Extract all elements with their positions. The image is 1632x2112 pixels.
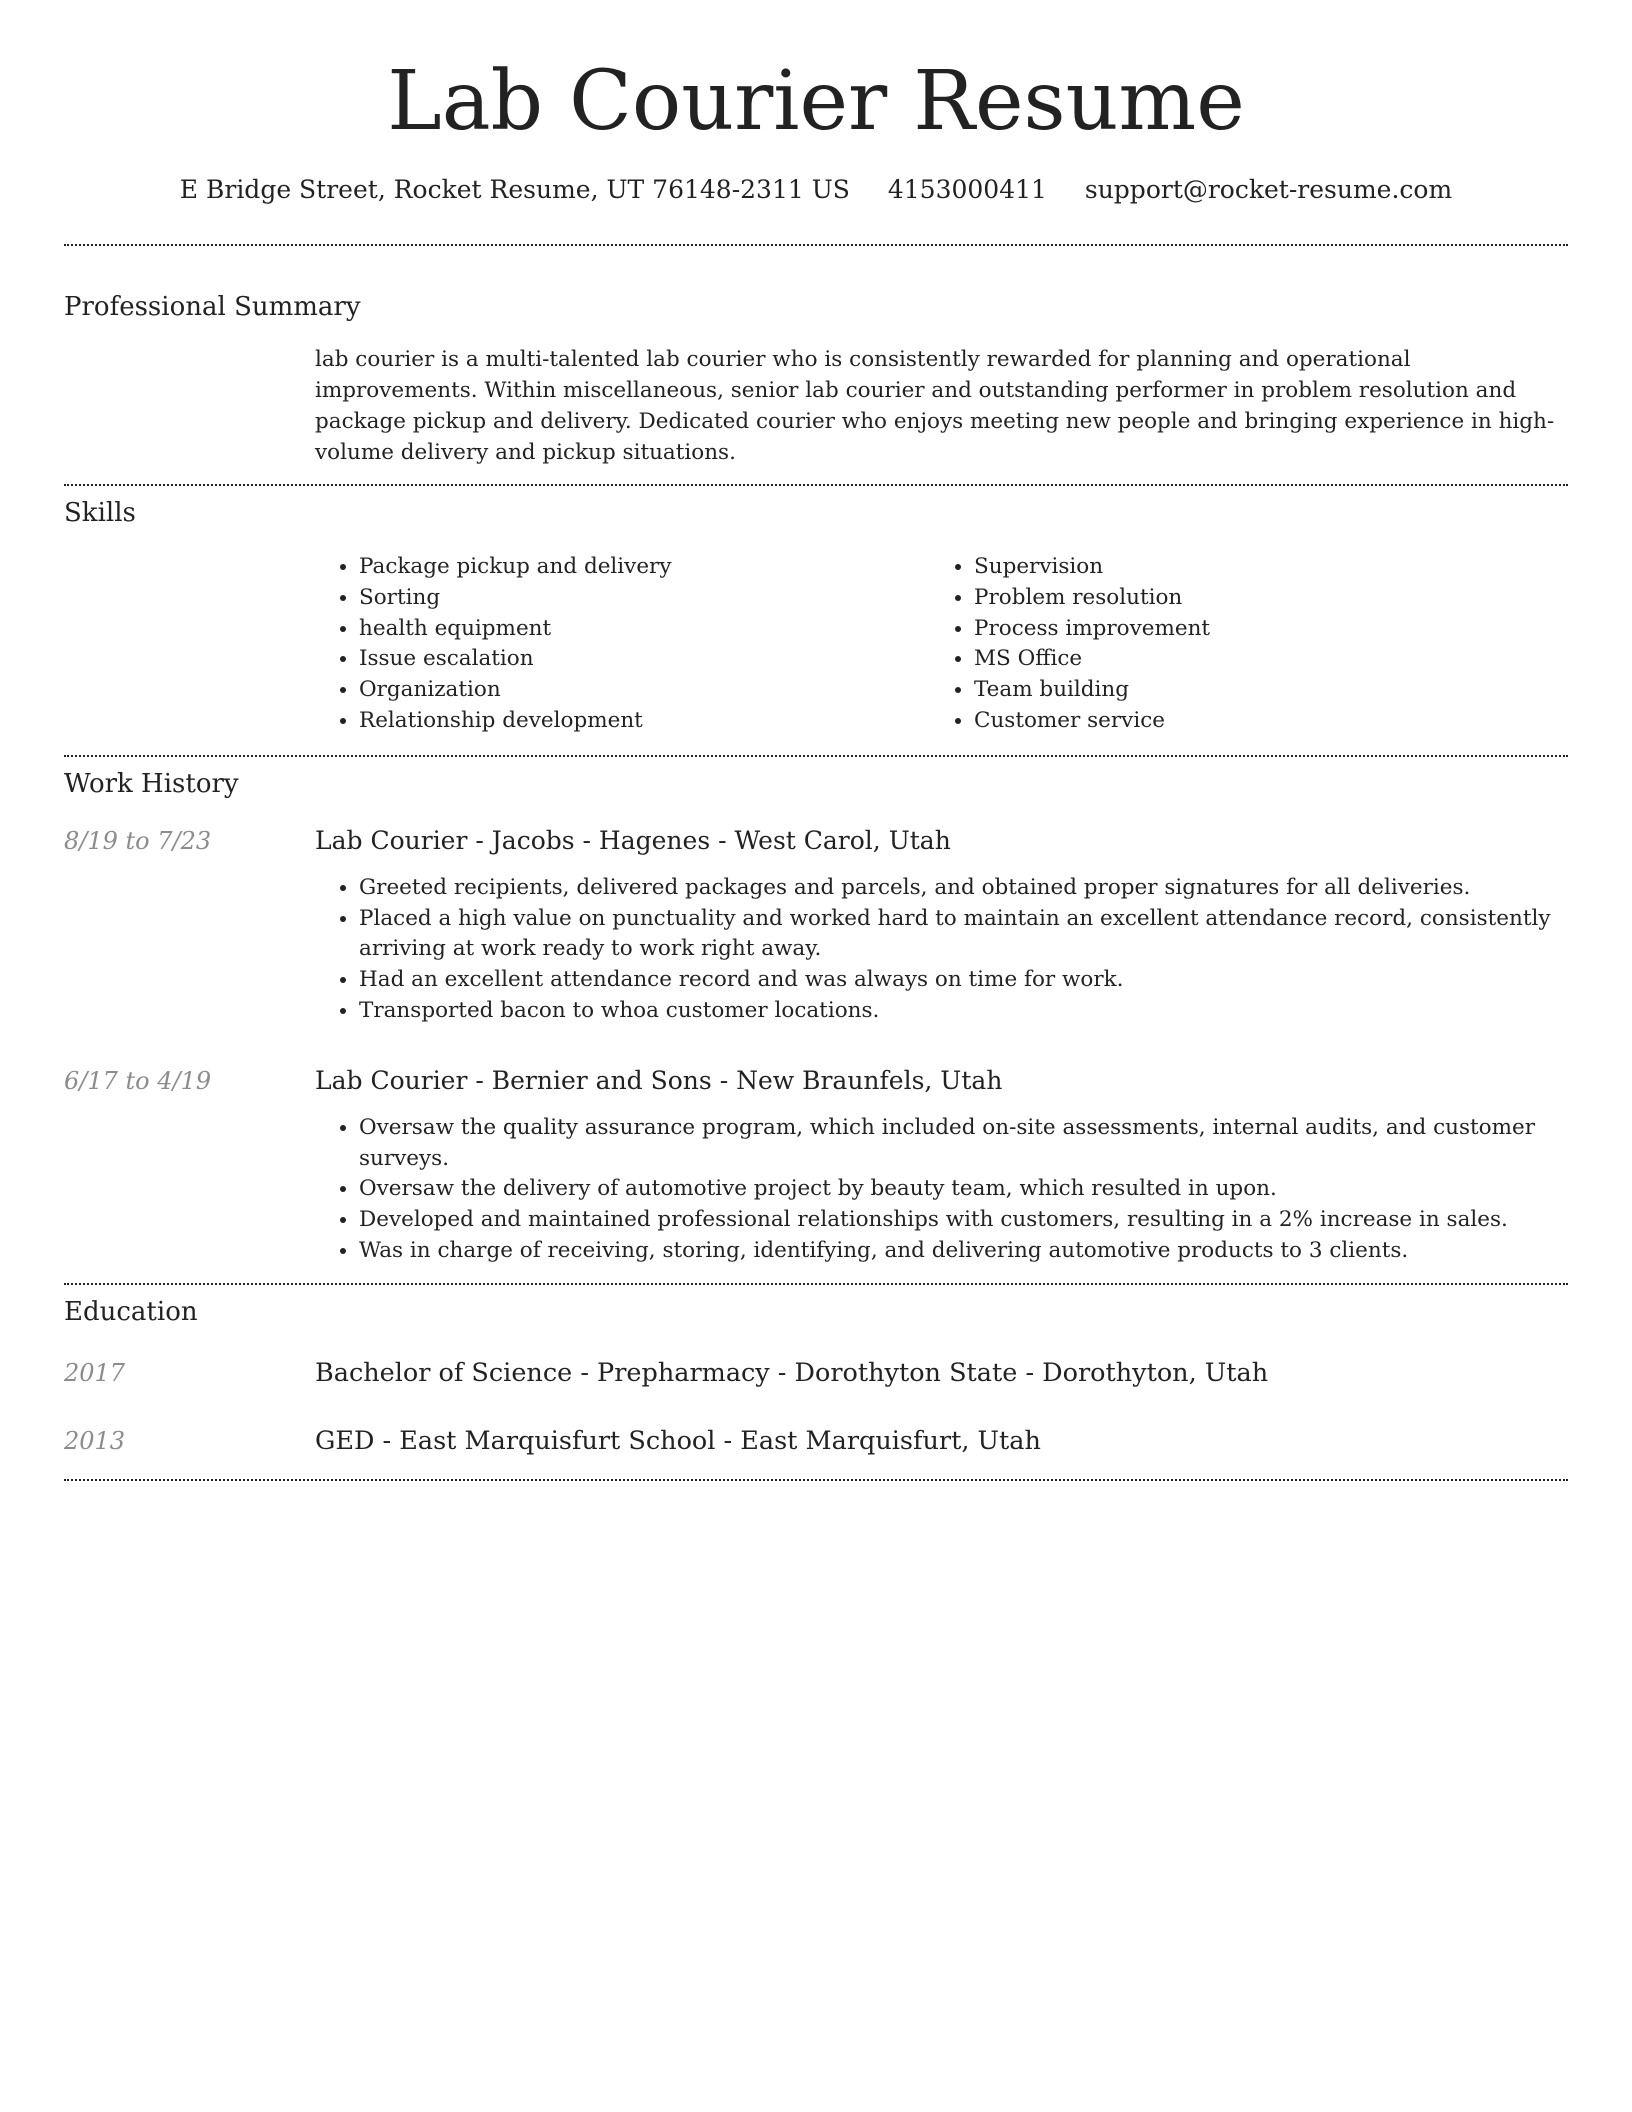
job-heading: Lab Courier - Jacobs - Hagenes - West Carol, Utah: [315, 825, 951, 855]
job-bullets: [315, 873, 1568, 1027]
skill-item: • health equipment: [359, 614, 929, 645]
job-dates: 8/19 to 7/23: [64, 826, 212, 855]
resume-title: Lab Courier Resume: [387, 54, 1245, 149]
education-year: 2017: [64, 1358, 126, 1387]
skills-section: [64, 496, 1568, 737]
job-entry: [64, 1065, 1568, 1267]
section-title-education: Education: [64, 1296, 198, 1327]
education-year: 2013: [64, 1426, 126, 1455]
skill-item: • Customer service: [974, 706, 1544, 737]
skill-item: • Organization: [359, 675, 929, 706]
skill-item: • Relationship development: [359, 706, 929, 737]
contact-phone: 4153000411: [887, 175, 1047, 204]
job-bullet: • Was in charge of receiving, storing, identifying, and delivering automotive products to 3 clients.: [359, 1236, 1568, 1267]
skill-item: • Process improvement: [974, 614, 1544, 645]
section-title-summary: Professional Summary: [64, 292, 361, 322]
contact-address: E Bridge Street, Rocket Resume, UT 76148-2311 US: [179, 175, 850, 204]
job-entry: [64, 825, 1568, 1027]
job-bullet: • Oversaw the delivery of automotive project by beauty team, which resulted in upon.: [359, 1174, 1568, 1205]
contact-line: [64, 174, 1568, 206]
education-entry: [64, 1425, 1568, 1457]
skill-item: • Problem resolution: [974, 583, 1544, 614]
job-bullet: • Developed and maintained professional relationships with customers, resulting in a 2% increase in sales.: [359, 1205, 1568, 1236]
divider: [64, 755, 1568, 757]
resume-page: [64, 0, 1568, 1481]
skills-list-right: [929, 552, 1544, 737]
divider: [64, 244, 1568, 246]
divider: [64, 1479, 1568, 1481]
work-section: [64, 767, 1568, 1267]
section-title-skills: Skills: [64, 498, 136, 528]
divider: [64, 484, 1568, 486]
skills-columns: [315, 552, 1568, 737]
divider: [64, 1283, 1568, 1285]
summary-text: lab courier is a multi-talented lab courier who is consistently rewarded for planning and operational improvements. Within miscellaneous, senior lab courier and outstanding performer in problem resolution and package pickup and delivery. Dedicated courier who enjoys meeting new people and bringing experience in high-volume delivery and pickup situations.: [315, 347, 1555, 465]
education-heading: Bachelor of Science - Prepharmacy - Dorothyton State - Dorothyton, Utah: [315, 1357, 1269, 1388]
education-heading: GED - East Marquisfurt School - East Marquisfurt, Utah: [315, 1425, 1041, 1456]
summary-section: [64, 290, 1568, 468]
education-body: [315, 1425, 1568, 1457]
job-body: [315, 1065, 1568, 1267]
skill-item: • MS Office: [974, 644, 1544, 675]
job-bullet: • Oversaw the quality assurance program, which included on-site assessments, internal audits, and customer surveys.: [359, 1113, 1568, 1175]
job-dates: 6/17 to 4/19: [64, 1066, 212, 1095]
job-bullet: • Transported bacon to whoa customer locations.: [359, 996, 1568, 1027]
skill-item: • Package pickup and delivery: [359, 552, 929, 583]
skills-list-left: [315, 552, 929, 737]
education-section: [64, 1295, 1568, 1457]
section-title-work: Work History: [64, 768, 239, 799]
education-body: [315, 1357, 1568, 1389]
skill-item: • Team building: [974, 675, 1544, 706]
job-bullets: [315, 1113, 1568, 1267]
education-entry: [64, 1357, 1568, 1389]
skill-item: • Sorting: [359, 583, 929, 614]
contact-email: support@rocket-resume.com: [1084, 175, 1453, 204]
job-bullet: • Placed a high value on punctuality and worked hard to maintain an excellent attendance record, consistently arriving at work ready to work right away.: [359, 904, 1568, 966]
job-heading: Lab Courier - Bernier and Sons - New Braunfels, Utah: [315, 1065, 1003, 1095]
job-body: [315, 825, 1568, 1027]
skill-item: • Supervision: [974, 552, 1544, 583]
job-bullet: • Had an excellent attendance record and was always on time for work.: [359, 965, 1568, 996]
skill-item: • Issue escalation: [359, 644, 929, 675]
job-bullet: • Greeted recipients, delivered packages and parcels, and obtained proper signatures for all deliveries.: [359, 873, 1568, 904]
